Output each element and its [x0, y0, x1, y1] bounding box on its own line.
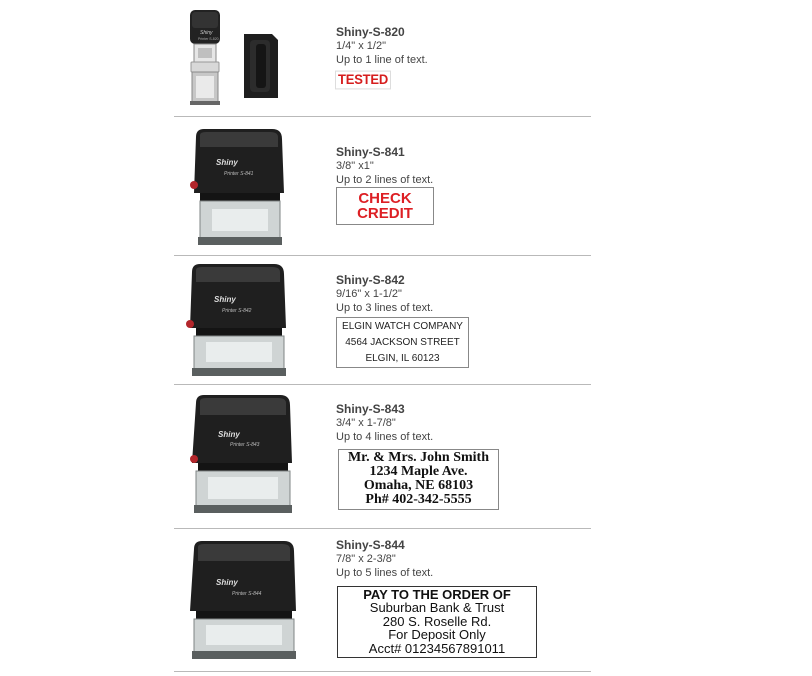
sample-imprint-tested: TESTED	[335, 71, 391, 90]
sample-line: Acct# 01234567891011	[368, 640, 506, 656]
product-name[interactable]: Shiny-S-844	[336, 538, 405, 552]
stamp-s820-image[interactable]	[174, 2, 328, 114]
svg-text:Shiny: Shiny	[216, 578, 238, 587]
sample-line: PAY TO THE ORDER OF	[363, 587, 511, 602]
sample-line: ELGIN WATCH COMPANY	[342, 321, 463, 332]
sample-imprint	[338, 449, 499, 510]
product-lines: Up to 1 line of text.	[336, 54, 428, 66]
product-size: 3/4" x 1-7/8"	[336, 417, 396, 429]
product-name[interactable]: Shiny-S-820	[336, 25, 405, 39]
svg-text:Printer S-844: Printer S-844	[232, 591, 262, 597]
sample-line: 1234 Maple Ave.	[369, 464, 468, 479]
product-lines: Up to 5 lines of text.	[336, 567, 434, 579]
product-name[interactable]: Shiny-S-841	[336, 145, 405, 159]
product-size: 1/4" x 1/2"	[336, 40, 387, 52]
svg-text:Shiny: Shiny	[218, 430, 240, 439]
sample-imprint	[336, 187, 434, 225]
product-row	[174, 529, 591, 672]
stamp-s841-image[interactable]	[174, 123, 328, 253]
stamp-s844-image[interactable]	[174, 533, 328, 669]
stamp-s843-image[interactable]	[174, 389, 328, 523]
product-row	[174, 117, 591, 256]
product-lines: Up to 3 lines of text.	[336, 302, 434, 314]
sample-line: ELGIN, IL 60123	[365, 353, 440, 364]
svg-text:Shiny: Shiny	[216, 158, 238, 167]
sample-imprint	[337, 586, 537, 658]
svg-text:Printer S-842: Printer S-842	[222, 308, 252, 314]
sample-line: CREDIT	[357, 205, 413, 222]
product-lines: Up to 2 lines of text.	[336, 174, 434, 186]
product-lines: Up to 4 lines of text.	[336, 431, 434, 443]
svg-text:Printer S-843: Printer S-843	[230, 442, 260, 448]
sample-line: CHECK	[358, 190, 412, 207]
svg-text:Printer S-841: Printer S-841	[224, 171, 254, 177]
product-name[interactable]: Shiny-S-843	[336, 402, 405, 416]
product-size: 3/8" x1"	[336, 160, 374, 172]
product-size: 7/8" x 2-3/8"	[336, 553, 396, 565]
product-size: 9/16" x 1-1/2"	[336, 288, 402, 300]
stamp-s842-image[interactable]	[174, 258, 328, 382]
sample-line: Omaha, NE 68103	[363, 478, 474, 493]
sample-line: 280 S. Roselle Rd.	[382, 613, 492, 629]
svg-text:Shiny: Shiny	[214, 295, 236, 304]
sample-line: Ph# 402-342-5555	[365, 492, 472, 507]
product-name[interactable]: Shiny-S-842	[336, 273, 405, 287]
product-row	[174, 385, 591, 529]
sample-line: Suburban Bank & Trust	[369, 600, 505, 616]
product-row	[174, 0, 591, 117]
sample-line: For Deposit Only	[388, 627, 486, 643]
svg-text:Printer S-820: Printer S-820	[198, 37, 219, 41]
sample-line: Mr. & Mrs. John Smith	[347, 450, 490, 465]
sample-line: 4564 JACKSON STREET	[345, 337, 460, 348]
svg-text:Shiny: Shiny	[200, 30, 213, 36]
sample-imprint	[336, 317, 469, 368]
product-row	[174, 256, 591, 385]
